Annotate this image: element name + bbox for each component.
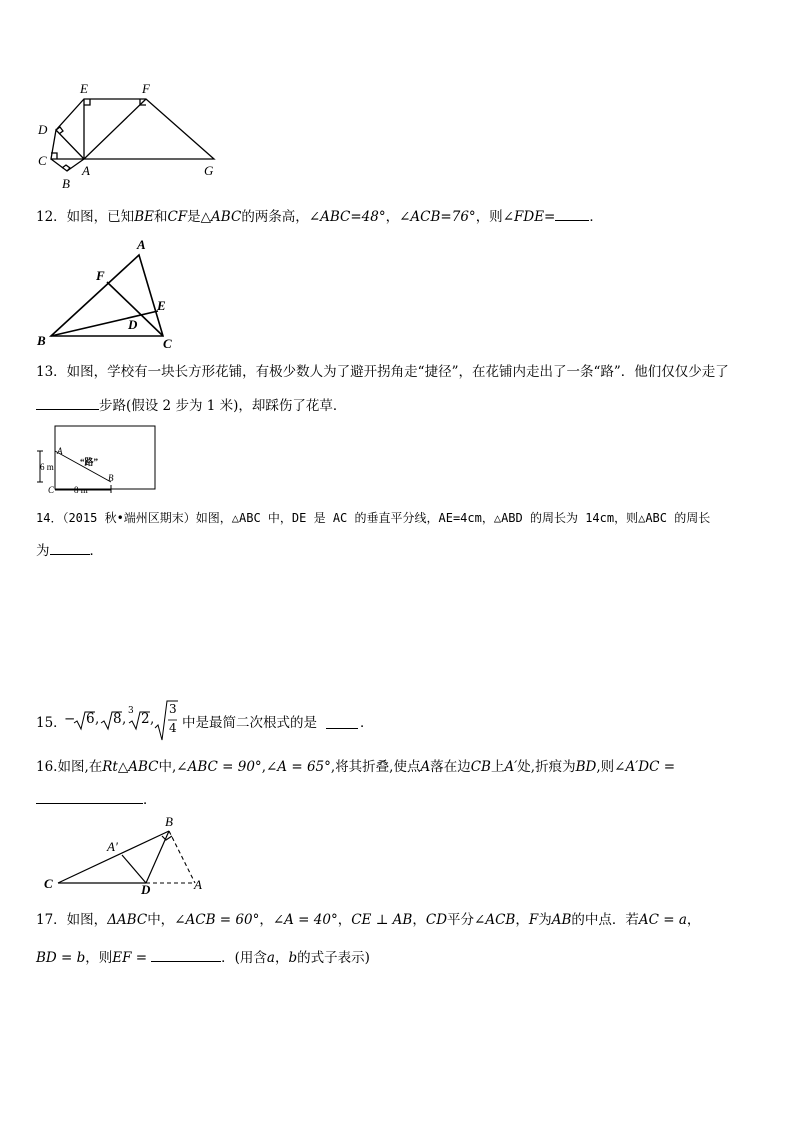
question-17-line-2: BD = b，则EF = ．(用含a，b的式子表示)	[36, 946, 766, 968]
label-b: B	[37, 333, 46, 348]
label-eight-m: 8 m	[74, 485, 88, 495]
question-16-line-2: ．	[36, 788, 766, 810]
label-a: A	[137, 237, 146, 252]
question-15: 15． − 6 , 8 , 3 2 , 3 4 中是最简二次根式的是 ．	[36, 700, 396, 742]
label-b: B	[62, 176, 70, 191]
label-c: C	[38, 153, 47, 168]
question-13-line-2: 步路(假设 2 步为 1 米)，却踩伤了花草．	[36, 394, 766, 416]
answer-blank-17[interactable]	[151, 946, 221, 962]
question-13-line-1: 13．如图，学校有一块长方形花铺，有极少数人为了避开拐角走“捷径”，在花铺内走出了一条“路”．他们仅仅少走了	[36, 364, 729, 380]
question-17-line-1: 17．如图，ΔABC中，∠ACB = 60°，∠A = 40°，CE ⊥ AB，CD平分∠ACB，F为AB的中点．若AC = a，	[36, 912, 701, 928]
figure-13	[36, 424, 160, 496]
label-c: C	[163, 336, 172, 351]
question-14-line-2: 为 ．	[36, 539, 766, 561]
label-f: F	[96, 268, 105, 283]
figure-12	[30, 236, 190, 351]
answer-blank-16[interactable]	[36, 788, 143, 804]
label-six-m: 6 m	[40, 462, 54, 472]
label-road: “路”	[80, 457, 99, 467]
label-c: C	[44, 876, 53, 891]
label-f: F	[142, 81, 150, 96]
figure-16	[38, 812, 213, 898]
question-12: 12．如图，已知BE和CF是△ABC的两条高，∠ABC=48°，∠ACB=76°，则∠FDE= ．	[36, 205, 766, 227]
label-b: B	[108, 473, 114, 483]
label-e: E	[157, 298, 166, 313]
label-a-prime: A′	[107, 839, 118, 854]
question-14-line-1: 14．（2015 秋•端州区期末）如图，△ABC 中，DE 是 AC 的垂直平分线，AE=4cm，△ABD 的周长为 14cm，则△ABC 的周长	[36, 511, 711, 525]
label-a: A	[82, 163, 90, 178]
answer-blank-13[interactable]	[36, 394, 99, 410]
label-c: C	[48, 485, 55, 495]
answer-blank-14[interactable]	[50, 539, 90, 555]
label-a: A	[194, 877, 202, 892]
figure-11	[30, 78, 230, 198]
label-d: D	[38, 122, 48, 137]
label-a: A	[57, 446, 63, 456]
answer-blank-15[interactable]	[326, 713, 358, 729]
label-e: E	[80, 81, 88, 96]
label-b: B	[165, 814, 173, 829]
answer-blank-12[interactable]	[555, 205, 589, 221]
label-d: D	[141, 882, 151, 897]
question-16-line-1: 16.如图,在Rt△ABC中,∠ABC = 90°,∠A = 65°,将其折叠,使点A落在边CB上A′处,折痕为BD,则∠A′DC =	[36, 759, 676, 775]
label-d: D	[128, 317, 138, 332]
label-g: G	[204, 163, 214, 178]
